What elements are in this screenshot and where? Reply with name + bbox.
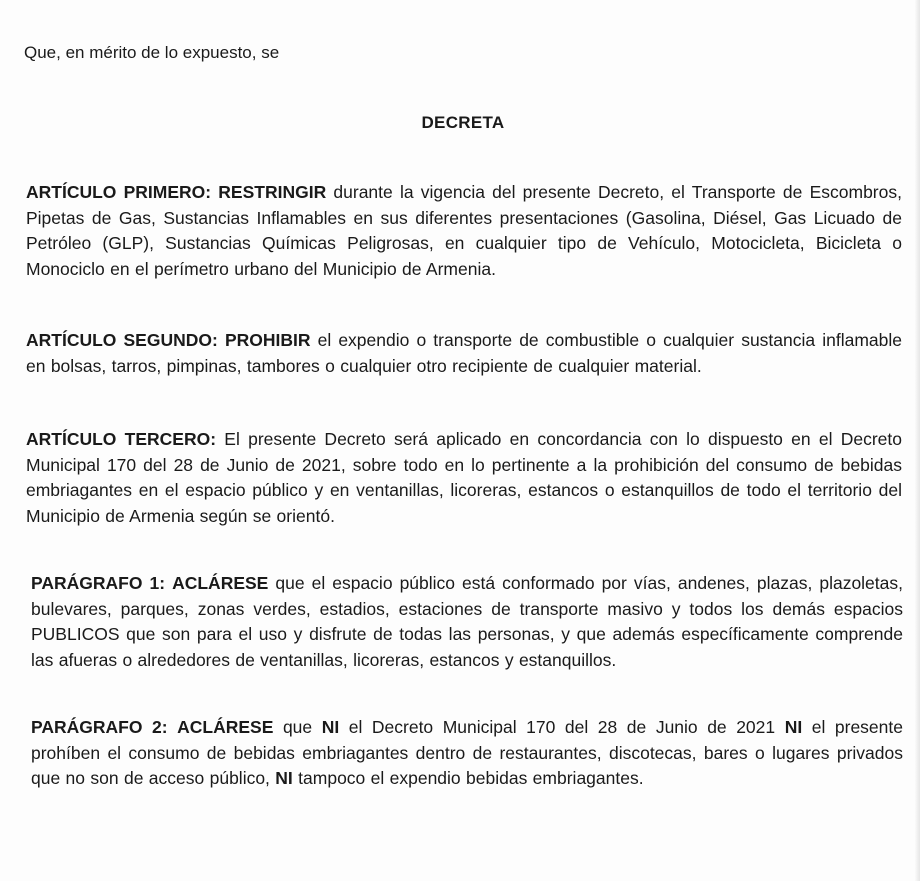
paragraph-two-text-d: tampoco el expendio bebidas embriagantes. bbox=[292, 768, 644, 788]
paragraph-two-label: PARÁGRAFO 2: bbox=[31, 717, 168, 737]
scan-edge-shadow bbox=[914, 0, 920, 881]
paragraph-two-text-a: que bbox=[273, 717, 322, 737]
paragraph-one bbox=[31, 571, 903, 673]
paragraph-two-ni-third: NI bbox=[275, 768, 293, 788]
article-first-keyword: RESTRINGIR bbox=[218, 182, 327, 202]
paragraph-two-keyword: ACLÁRESE bbox=[177, 717, 274, 737]
paragraph-one-text: que el espacio público está conformado por vías, andenes, plazas, plazoletas, bulevares, parques, zonas verdes, estadios, estaciones de transporte masivo y todos los demás espacios PUBLICOS que son para el uso y disfrute de todas las personas, y que además específicamente comprende las afueras o alrededores de ventanillas, licoreras, estancos y estanquillos. bbox=[31, 573, 904, 670]
article-third-text: El presente Decreto será aplicado en concordancia con lo dispuesto en el Decreto Municipal 170 del 28 de Junio de 2021, sobre todo en lo pertinente a la prohibición del consumo de bebidas embriagantes en el espacio público y en ventanillas, licoreras, estancos o estanquillos de todo el territorio del Municipio de Armenia según se orientó. bbox=[26, 429, 902, 526]
article-second-keyword: PROHIBIR bbox=[224, 330, 311, 350]
paragraph-one-keyword: ACLÁRESE bbox=[172, 573, 269, 593]
article-third-label: ARTÍCULO TERCERO: bbox=[26, 429, 217, 449]
paragraph-two bbox=[31, 715, 903, 792]
paragraph-two-ni-first: NI bbox=[321, 717, 340, 737]
paragraph-two-text-b: el Decreto Municipal 170 del 28 de Junio de 2021 bbox=[339, 717, 785, 737]
article-first-text: durante la vigencia del presente Decreto, el Transporte de Escombros, Pipetas de Gas, Sustancias Inflamables en sus diferentes presentaciones (Gasolina, Diésel, Gas Licuado de Petróleo (GLP), Sustancias Químicas Peligrosas, en cualquier tipo de Vehículo, Motocicleta, Bicicleta o Monociclo en el perímetro urbano del Municipio de Armenia. bbox=[26, 182, 902, 279]
article-second bbox=[26, 328, 902, 379]
article-first-label: ARTÍCULO PRIMERO: bbox=[26, 182, 212, 202]
article-first bbox=[26, 180, 902, 282]
article-third bbox=[26, 427, 902, 529]
decree-heading: DECRETA bbox=[421, 113, 505, 132]
paragraph-two-text-c: el presente prohíben el consumo de bebidas embriagantes dentro de restaurantes, discotecas, bares o lugares privados que no son de acceso público, bbox=[31, 717, 903, 788]
paragraph-two-ni-second: NI bbox=[784, 717, 803, 737]
intro-text: Que, en mérito de lo expuesto, se bbox=[24, 43, 280, 62]
article-second-label: ARTÍCULO SEGUNDO: bbox=[26, 330, 218, 350]
paragraph-one-label: PARÁGRAFO 1: bbox=[31, 573, 166, 593]
article-second-text: el expendio o transporte de combustible o cualquier sustancia inflamable en bolsas, tarros, pimpinas, tambores o cualquier otro recipiente de cualquier material. bbox=[26, 330, 903, 376]
